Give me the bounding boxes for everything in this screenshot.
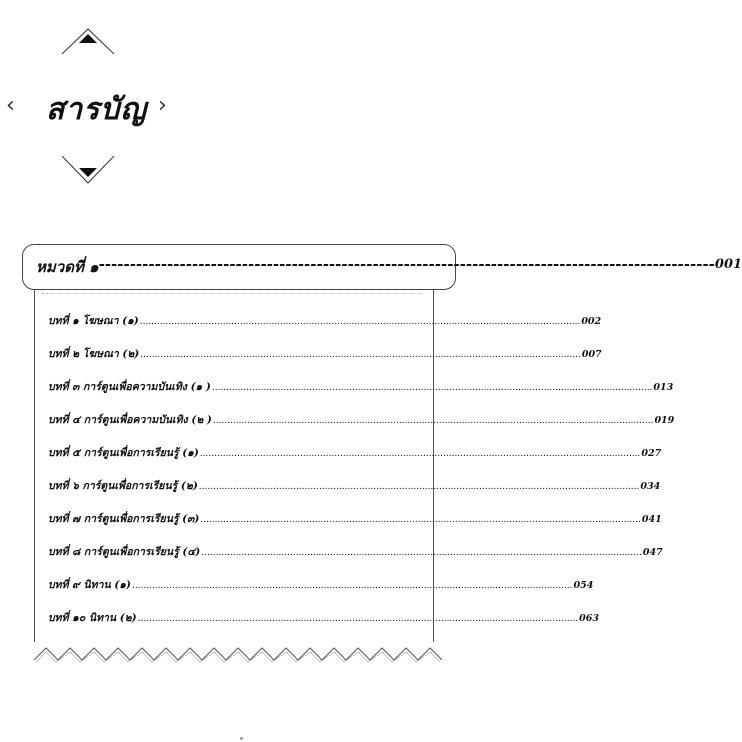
- entry-label: บทที่ ๖ การ์ตูนเพื่อการเรียนรู้ (๒): [48, 480, 198, 492]
- triangle-down-icon[interactable]: [60, 152, 116, 186]
- leader-dots: ..........................................................................................................................................................: [131, 581, 573, 591]
- leader-dots: ..........................................................................................................................................................: [139, 317, 581, 327]
- leader-dots: ..........................................................................................................................................................: [198, 482, 640, 492]
- next-arrow[interactable]: ›: [158, 93, 167, 118]
- leader-dots: ..........................................................................................................................................................: [199, 449, 641, 459]
- toc-entry[interactable]: [48, 543, 663, 576]
- leader-dots: ---------------------------------------------------------------------------------------------------: [98, 255, 715, 273]
- section-header[interactable]: [36, 255, 742, 279]
- prev-arrow[interactable]: ‹: [6, 93, 15, 118]
- entry-page: 063: [579, 613, 600, 624]
- section-page: 001: [714, 257, 742, 272]
- leader-dots: ..........................................................................................................................................................: [211, 383, 653, 393]
- toc-entry[interactable]: [48, 312, 602, 345]
- entry-label: บทที่ ๗ การ์ตูนเพื่อการเรียนรู้ (๓): [48, 513, 200, 525]
- toc-entry[interactable]: [48, 444, 662, 477]
- entry-label: บทที่ ๙ นิทาน (๑): [48, 579, 131, 591]
- entry-page: 007: [581, 349, 602, 360]
- faint-divider: [42, 293, 422, 296]
- entry-page: 034: [640, 481, 661, 492]
- toc-entry[interactable]: [48, 477, 661, 510]
- entry-page: 019: [654, 415, 675, 426]
- toc-list: [48, 312, 675, 642]
- entry-label: บทที่ ๑๐ นิทาน (๒): [48, 612, 137, 624]
- entry-page: 041: [641, 514, 662, 525]
- leader-dots: ..........................................................................................................................................................: [137, 614, 579, 624]
- entry-page: 054: [573, 580, 594, 591]
- toc-entry[interactable]: [48, 345, 602, 378]
- section-label: หมวดที่ ๑: [36, 258, 99, 276]
- entry-label: บทที่ ๓ การ์ตูนเพื่อความบันเทิง (๑ ): [48, 381, 211, 393]
- entry-page: 027: [641, 448, 662, 459]
- page-marker: [240, 737, 243, 740]
- leader-dots: ..........................................................................................................................................................: [201, 548, 642, 558]
- page-title: สารบัญ: [46, 92, 147, 127]
- leader-dots: ..........................................................................................................................................................: [212, 416, 654, 426]
- entry-label: บทที่ ๕ การ์ตูนเพื่อการเรียนรู้ (๑): [48, 447, 199, 459]
- toc-entry[interactable]: [48, 609, 600, 642]
- triangle-up-icon[interactable]: [60, 26, 116, 56]
- leader-dots: ..........................................................................................................................................................: [200, 515, 641, 525]
- entry-label: บทที่ ๒ โฆษณา (๒): [48, 348, 140, 360]
- toc-entry[interactable]: [48, 576, 594, 609]
- zigzag-border: [34, 640, 444, 666]
- entry-label: บทที่ ๔ การ์ตูนเพื่อความบันเทิง (๒ ): [48, 414, 212, 426]
- entry-page: 013: [653, 382, 674, 393]
- toc-entry[interactable]: [48, 510, 662, 543]
- toc-entry[interactable]: [48, 411, 675, 444]
- toc-entry[interactable]: [48, 378, 674, 411]
- entry-label: บทที่ ๑ โฆษณา (๑): [48, 315, 139, 327]
- entry-page: 002: [581, 316, 602, 327]
- entry-page: 047: [642, 547, 663, 558]
- leader-dots: ..........................................................................................................................................................: [140, 350, 581, 360]
- entry-label: บทที่ ๘ การ์ตูนเพื่อการเรียนรู้ (๔): [48, 546, 201, 558]
